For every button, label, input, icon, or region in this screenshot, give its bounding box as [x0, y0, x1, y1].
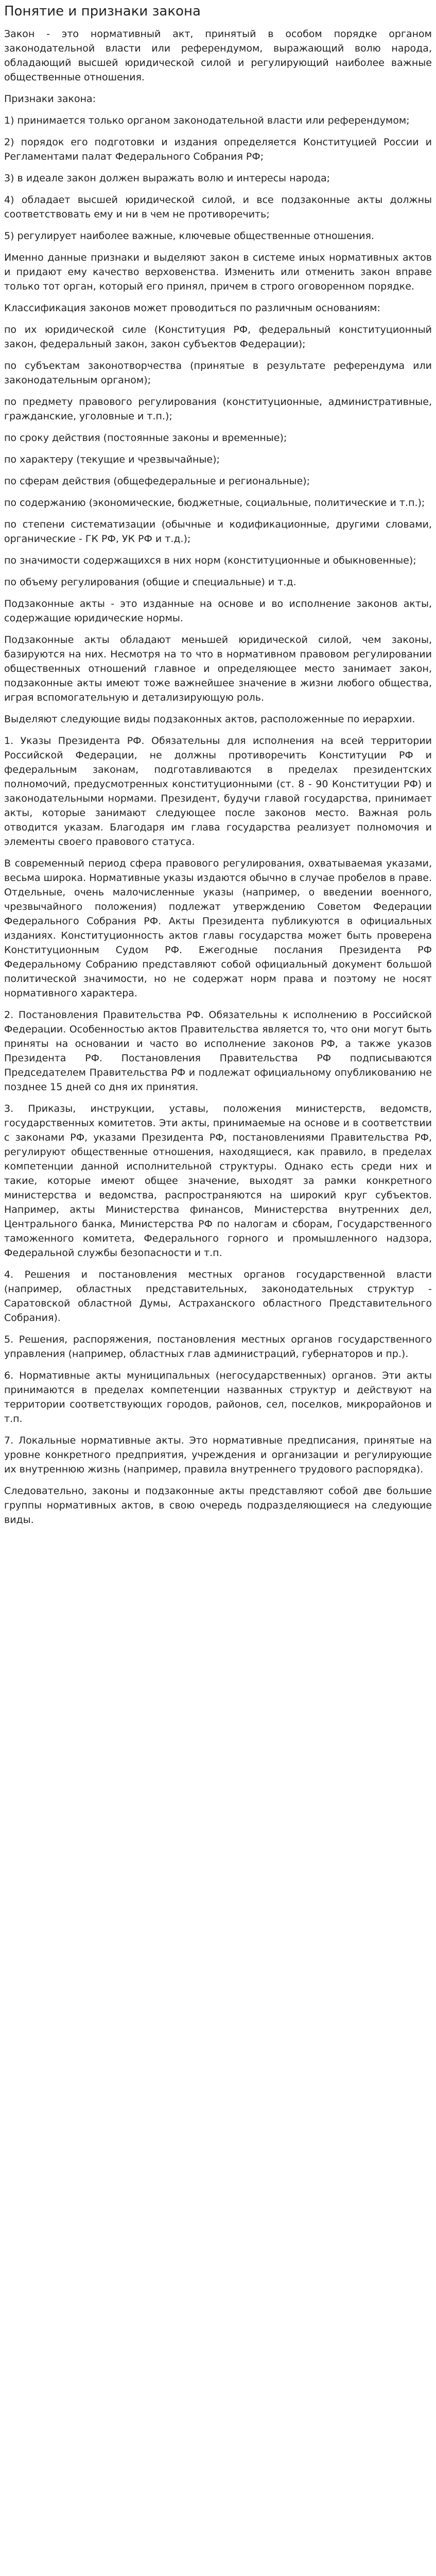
- article-paragraph: по объему регулирования (общие и специальные) и т.д.: [4, 577, 297, 588]
- article-paragraph: Именно данные признаки и выделяют закон в системе иных нормативных актов и придают ему качество верховенства. Изменить или отменить закон вправе только тот орган, который его принял, причем в строго оговоренном порядке.: [4, 252, 432, 292]
- article-paragraph: 2. Постановления Правительства РФ. Обязательны к исполнению в Российской Федерации. Особенностью актов Правительства является то, что они могут быть приняты на основании и часто во исполнение законов РФ, а также указов Президента РФ. Постановления Правительства РФ подписываются Председателем Правительства РФ и подлежат официальному опубликованию не позднее 15 дней со дня их принятия.: [4, 1009, 432, 1093]
- article-paragraph: 5. Решения, распоряжения, постановления местных органов государственного управления (например, областных глав администраций, губернаторов и пр.).: [4, 1334, 432, 1360]
- article-paragraph: 7. Локальные нормативные акты. Это нормативные предписания, принятые на уровне конкретного предприятия, учреждения и организации и регулирующие их внутреннюю жизнь (например, правила внутреннего трудового распорядка).: [4, 1435, 432, 1475]
- article-paragraph: 4. Решения и постановления местных органов государственной власти (например, областных представительных, законодательных структур - Саратовской областной Думы, Астраханского областного Представительного Собрания).: [4, 1269, 432, 1324]
- article-paragraph: по сроку действия (постоянные законы и временные);: [4, 432, 287, 444]
- article-paragraph: 5) регулирует наиболее важные, ключевые общественные отношения.: [4, 230, 374, 242]
- article-paragraph: 1. Указы Президента РФ. Обязательны для исполнения на всей территории Российской Федерации, не должны противоречить Конституции РФ и федеральным законам, подготавливаются в пределах президентских полномочий, предусмотренных конституционными (ст. 8 - 90 Конституции РФ) и законодательными нормами. Президент, будучи главой государства, принимает акты, которые занимают следующее после законов место. Важная роль отводится указам. Благодаря им глава государства реализует полномочия и элементы своего правового статуса.: [4, 735, 432, 848]
- article-paragraph: Признаки закона:: [4, 93, 96, 105]
- article-paragraph: по их юридической силе (Конституция РФ, федеральный конституционный закон, федеральный закон, закон субъектов Федерации);: [4, 324, 432, 350]
- article-paragraph: Классификация законов может проводиться по различным основаниям:: [4, 302, 380, 314]
- article-paragraph: по предмету правового регулирования (конституционные, административные, гражданские, уголовные и т.п.);: [4, 396, 432, 422]
- article-paragraph: по степени систематизации (обычные и кодификационные, другими словами, органические - ГК РФ, УК РФ и т.д.);: [4, 519, 432, 545]
- article-paragraph: по характеру (текущие и чрезвычайные);: [4, 454, 220, 465]
- article-paragraph: Следовательно, законы и подзаконные акты представляют собой две большие группы нормативных актов, в свою очередь подразделяющиеся на следующие виды.: [4, 1485, 432, 1526]
- article-paragraph: 3. Приказы, инструкции, уставы, положения министерств, ведомств, государственных комитетов. Эти акты, принимаемые на основе и в соответствии с законами РФ, указами Президента РФ, постановлениями Правительства РФ, регулируют общественные отношения, находящиеся, как правило, в пределах компетенции данной исполнительной структуры. Однако есть среди них и такие, которые имеют общее значение, выходят за рамки конкретного министерства и ведомства, распространяются на широкий круг субъектов. Например, акты Министерства финансов, Министерства внутренних дел, Центрального банка, Министерства РФ по налогам и сборам, Государственного таможенного комитета, Федерального горного и промышленного надзора, Федеральной службы безопасности и т.п.: [4, 1103, 432, 1259]
- article-paragraph: 2) порядок его подготовки и издания определяется Конституцией России и Регламентами палат Федерального Собрания РФ;: [4, 137, 432, 162]
- article-paragraph: Подзаконные акты обладают меньшей юридической силой, чем законы, базируются на них. Несмотря на то что в нормативном правовом регулировании общественных отношений главное и определяющее место занимает закон, подзаконные акты имеют тоже важнейшее значение в жизни любого общества, играя вспомогательную и детализирующую роль.: [4, 634, 432, 703]
- article-paragraph: 4) обладает высшей юридической силой, и все подзаконные акты должны соответствовать ему и ни в чем не противоречить;: [4, 194, 432, 220]
- article-paragraph: Выделяют следующие виды подзаконных актов, расположенные по иерархии.: [4, 714, 415, 725]
- article-paragraph: 6. Нормативные акты муниципальных (негосударственных) органов. Эти акты принимаются в пределах компетенции названных структур и действуют на территории соответствующих городов, районов, сел, поселков, микрорайонов и т.п.: [4, 1370, 432, 1425]
- article-paragraph: Подзаконные акты - это изданные на основе и во исполнение законов акты, содержащие юридические нормы.: [4, 598, 432, 624]
- article-paragraph: В современный период сфера правового регулирования, охватываемая указами, весьма широка. Нормативные указы издаются обычно в случае пробелов в праве. Отдельные, очень малочисленные указы (например, о введении военного, чрезвычайного положения) подлежат утверждению Советом Федерации Федерального Собрания РФ. Акты Президента публикуются в официальных изданиях. Конституционность актов главы государства может быть проверена Конституционным Судом РФ. Ежегодные послания Президента РФ Федеральному Собранию представляют собой официальный документ большой политической значимости, но не содержат норм права и поэтому не носят нормативного характера.: [4, 858, 432, 999]
- page-title: Понятие и признаки закона: [4, 4, 201, 19]
- article-body: [4, 27, 432, 1527]
- article-paragraph: Закон - это нормативный акт, принятый в особом порядке органом законодательной власти или референдумом, выражающий волю народа, обладающий высшей юридической силой и регулирующий наиболее важные общественные отношения.: [4, 28, 432, 83]
- article-paragraph: по сферам действия (общефедеральные и региональные);: [4, 476, 310, 487]
- article-paragraph: по содержанию (экономические, бюджетные, социальные, политические и т.п.);: [4, 497, 425, 509]
- article-paragraph: 1) принимается только органом законодательной власти или референдумом;: [4, 115, 410, 126]
- article-paragraph: по субъектам законотворчества (принятые в результате референдума или законодательным органом);: [4, 360, 432, 386]
- article-paragraph: 3) в идеале закон должен выражать волю и интересы народа;: [4, 173, 330, 184]
- article-paragraph: по значимости содержащихся в них норм (конституционные и обыкновенные);: [4, 555, 416, 566]
